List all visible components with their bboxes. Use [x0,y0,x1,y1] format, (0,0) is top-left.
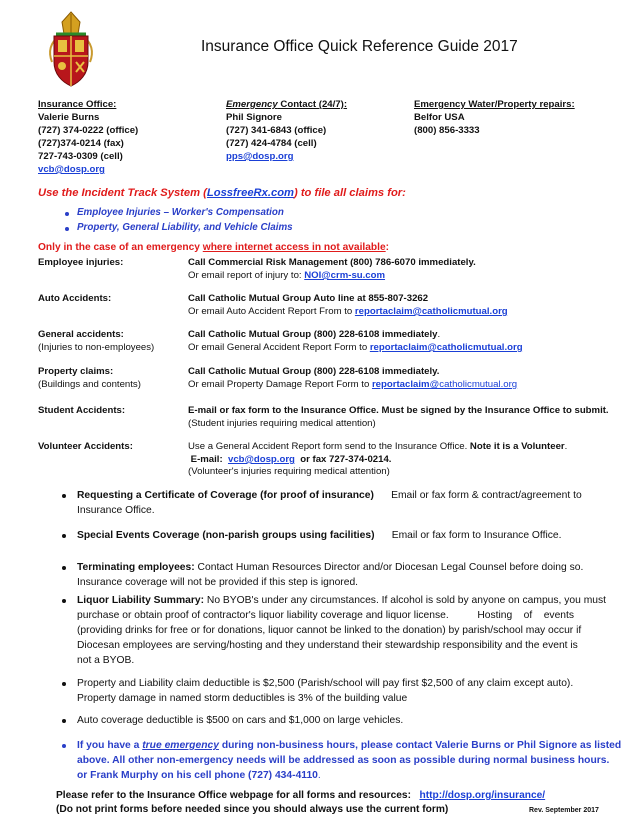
bullet-terminating: Terminating employees: Contact Human Resources Director and/or Diocesan Legal Counsel before doing so. [77,562,584,573]
claim-general-line1: Call Catholic Mutual Group (800) 228-6108 immediately. [188,329,441,340]
bullet-auto-deductible: Auto coverage deductible is $500 on cars and $1,000 on large vehicles. [77,715,404,726]
insurance-webpage-link[interactable]: http://dosp.org/insurance/ [419,790,546,801]
claim-property-line2: Or email Property Damage Report Form to reportaclaim@catholicmutual.org [188,379,518,390]
claim-label-property: Property claims: [38,366,114,377]
claim-label-auto: Auto Accidents: [38,293,112,304]
bullet-deductible-line2: Property damage in named storm deductibles is 3% of the building value [77,693,408,704]
bullet-liquor-line2: purchase or obtain proof of contractor's liquor liability coverage and liquor license. Hosting of events [77,610,575,621]
coat-of-arms-icon [42,10,100,90]
volunteer-email-link[interactable]: vcb@dosp.org [227,454,295,465]
bullet-liquor: Liquor Liability Summary: No BYOB's under any circumstances. If alcohol is sold by anyone on campus, you must [77,595,607,606]
claim-volunteer-line1: Use a General Accident Report form send to the Insurance Office. Note it is a Volunteer. [188,441,568,452]
page-title: Insurance Office Quick Reference Guide 2017 [201,38,518,55]
bullet-true-emergency-line2: above. All other non-emergency needs will be addressed as soon as possible during normal business hours. [77,755,610,766]
incident-item-2: Property, General Liability, and Vehicle Claims [77,222,293,233]
emergency-contact-cell: (727) 424-4784 (cell) [226,138,317,149]
water-repairs-heading: Emergency Water/Property repairs: [414,99,575,110]
noi-email-link[interactable]: NOI@crm-su.com [304,270,386,281]
emergency-contact-name: Phil Signore [226,112,282,123]
emergency-heading-rest: Contact (24/7): [277,99,348,110]
bullet-icon [62,719,66,723]
water-repairs-phone: (800) 856-3333 [414,125,480,136]
insurance-office-name: Valerie Burns [38,112,100,123]
bullet-terminating-line2: Insurance coverage will not be provided if this step is ignored. [77,577,359,588]
emergency-contact-email-link[interactable]: pps@dosp.org [226,151,294,162]
bullet-icon [62,566,66,570]
footer-line2: (Do not print forms before needed since you should always use the current form) [56,804,449,815]
claim-auto-line2: Or email Auto Accident Report From to reportaclaim@catholicmutual.org [188,306,508,317]
emergency-heading-italic: Emergency [226,99,278,110]
bullet-deductible: Property and Liability claim deductible is $2,500 (Parish/school will pay first $2,500 of any claim except auto). [77,678,574,689]
claim-employee-line1: Call Commercial Risk Management (800) 786-6070 immediately. [188,257,476,268]
lossfreerx-link[interactable]: LossfreeRx.com [206,187,294,199]
claim-general-line2: Or email General Accident Report Form to reportaclaim@catholicmutual.org [188,342,523,353]
bullet-icon [65,227,69,231]
bullet-certificate: Requesting a Certificate of Coverage (for proof of insurance) Email or fax form & contract/agreement to [77,490,582,501]
claim-label-volunteer: Volunteer Accidents: [38,441,133,452]
crest-logo [42,10,100,90]
insurance-office-fax: (727)374-0214 (fax) [38,138,124,149]
claim-student-line2: (Student injuries requiring medical attention) [188,418,376,429]
claim-sublabel-general: (Injuries to non-employees) [38,342,155,353]
insurance-office-cell: 727-743-0309 (cell) [38,151,123,162]
insurance-office-heading: Insurance Office: [38,99,117,110]
water-repairs-name: Belfor USA [414,112,465,123]
incident-item-1: Employee Injuries – Worker's Compensation [77,207,284,218]
insurance-office-email-link[interactable]: vcb@dosp.org [38,164,105,175]
insurance-office-phone: (727) 374-0222 (office) [38,125,139,136]
bullet-certificate-line2: Insurance Office. [77,505,155,516]
bullet-liquor-line4: Diocesan employees are serving/hosting and they understand their stewardship responsibility and the event is [77,640,578,651]
incident-track-heading: Use the Incident Track System (LossfreeRx.com) to file all claims for: [38,187,406,199]
emergency-contact-office: (727) 341-6843 (office) [226,125,327,136]
insurance-office-block [38,98,138,176]
general-claim-email-link[interactable]: reportaclaim@catholicmutual.org [369,342,523,353]
claim-employee-line2: Or email report of injury to: NOI@crm-su.com [188,270,386,281]
claim-volunteer-line2: E-mail: vcb@dosp.org or fax 727-374-0214. [188,454,392,465]
bullet-icon [62,534,66,538]
claim-label-student: Student Accidents: [38,405,126,416]
bullet-icon [62,599,66,603]
bullet-true-emergency: If you have a true emergency during non-business hours, please contact Valerie Burns or Phil Signore as listed [77,740,622,751]
revision-date: Rev. September 2017 [529,807,599,814]
bullet-liquor-line3: (providing drinks for free or for donations, liquor cannot be linked to the donation) by parish/school may occur if [77,625,582,636]
bullet-icon [62,744,66,748]
claim-auto-line1: Call Catholic Mutual Group Auto line at 855-807-3262 [188,293,429,304]
bullet-icon [62,494,66,498]
property-claim-email-link[interactable]: reportaclaim@catholicmutual.org [371,379,518,390]
bullet-true-emergency-line3: or Frank Murphy on his cell phone (727) 434-4110. [77,770,321,781]
bullet-special-events: Special Events Coverage (non-parish groups using facilities) Email or fax form to Insurance Office. [77,530,562,541]
water-repairs-block [414,98,575,137]
claim-student-line1: E-mail or fax form to the Insurance Office. Must be signed by the Insurance Office to submit. [188,405,609,416]
claim-label-employee: Employee injuries: [38,257,124,268]
footer-line1: Please refer to the Insurance Office webpage for all forms and resources: http://dosp.org/insurance/ [56,790,546,801]
bullet-liquor-line5: not a BYOB. [77,655,135,666]
bullet-icon [65,212,69,216]
claim-label-general: General accidents: [38,329,124,340]
emergency-contact-block [226,98,347,163]
claim-sublabel-property: (Buildings and contents) [38,379,141,390]
claim-property-line1: Call Catholic Mutual Group (800) 228-6108 immediately. [188,366,440,377]
bullet-icon [62,682,66,686]
auto-claim-email-link[interactable]: reportaclaim@catholicmutual.org [354,306,508,317]
claim-volunteer-line3: (Volunteer's injuries requiring medical attention) [188,466,390,477]
emergency-note: Only in the case of an emergency where internet access in not available: [38,242,390,253]
